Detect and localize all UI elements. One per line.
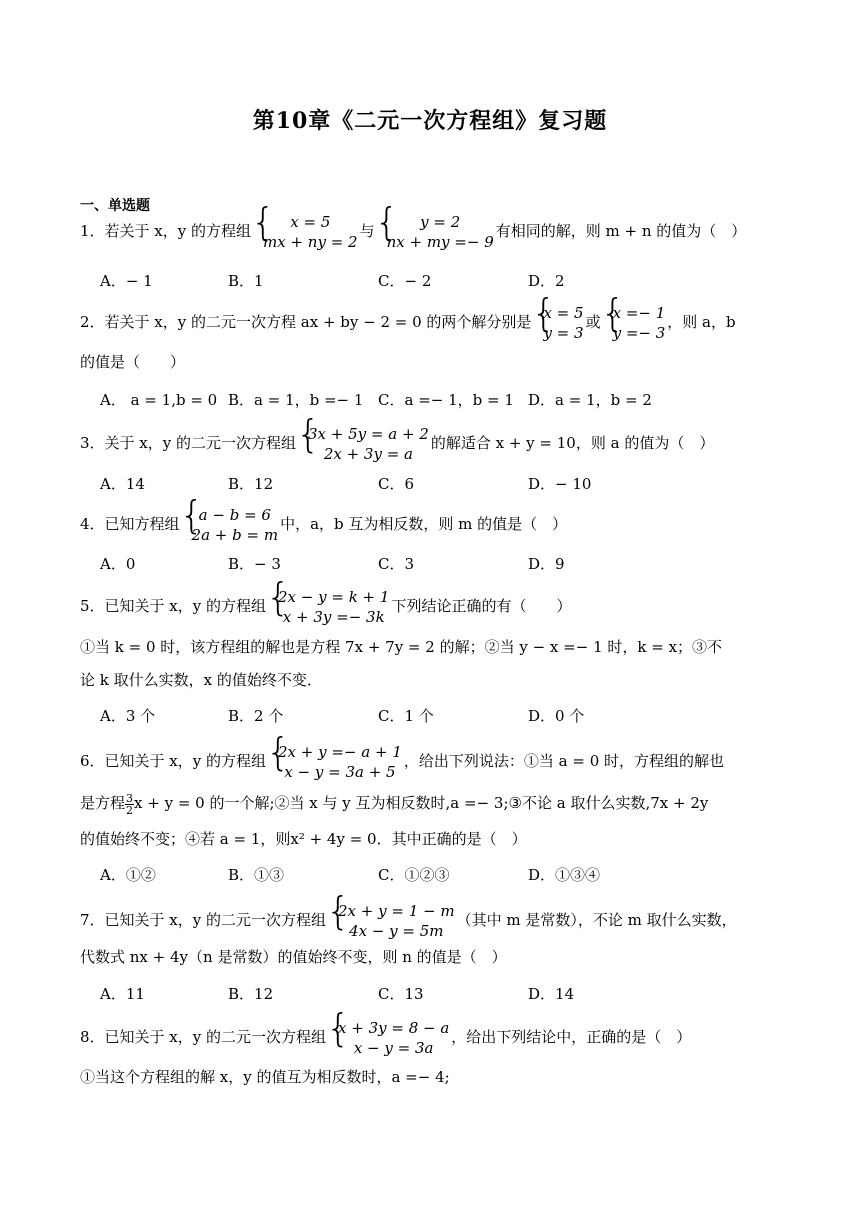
q7-text: 7．已知关于 x，y 的二元一次方程组	[80, 911, 327, 929]
page-title: 第10章《二元一次方程组》复习题	[252, 108, 608, 134]
q6-system	[268, 742, 402, 782]
eq: 2x + 3y = a	[323, 445, 414, 463]
eq: { x = 5	[543, 304, 584, 322]
q2-text: ，则 a，b	[667, 313, 736, 331]
section-heading: 一、单选题	[80, 198, 150, 214]
q3-text: 3．关于 x，y 的二元一次方程组	[80, 434, 297, 452]
eq: { x = 5	[290, 213, 331, 231]
option-a[interactable]: A．①②	[100, 866, 156, 884]
option-c[interactable]: C．− 2	[378, 272, 432, 290]
q2-text: 2．若关于 x，y 的二元一次方程 ax + by − 2 = 0 的两个解分别是	[80, 313, 532, 331]
q5-line-2: ①当 k = 0 时，该方程组的解也是方程 7x + 7y = 2 的解；②当 y − x =− 1 时，k = x；③不	[80, 638, 723, 656]
eq: { x =− 1	[612, 304, 666, 322]
eq: 2a + b = m	[191, 526, 279, 544]
q2-text: 或	[585, 313, 601, 331]
q6-text: x + y = 0 的一个解;②当 x 与 y 互为相反数时,a =− 3;③不论 a 取什么实数,7x + 2y	[134, 794, 709, 812]
q8-system	[328, 1018, 449, 1058]
q6-text: ，给出下列说法：①当 a = 0 时，方程组的解也	[403, 752, 725, 770]
q1-text: 1．若关于 x，y 的方程组	[80, 222, 252, 240]
q6-line-2	[80, 792, 708, 816]
eq: y = 3	[543, 324, 584, 342]
option-c[interactable]: C．①②③	[378, 866, 450, 884]
option-d[interactable]: D．2	[528, 272, 565, 290]
option-c[interactable]: C．3	[378, 555, 415, 573]
question-1	[80, 212, 746, 252]
option-b[interactable]: B．①③	[228, 866, 285, 884]
eq: { a − b = 6	[198, 506, 271, 524]
option-b[interactable]: B．1	[228, 272, 264, 290]
q6-text: 是方程	[80, 794, 126, 812]
option-d[interactable]: D．14	[528, 985, 575, 1003]
q3-system	[298, 424, 429, 464]
eq: x − y = 3a	[353, 1039, 434, 1057]
eq: y =− 3	[612, 324, 666, 342]
eq: mx + ny = 2	[263, 233, 358, 251]
option-c[interactable]: C．1 个	[378, 707, 434, 725]
q6-line-3: 的值始终不变；④若 a = 1，则x² + 4y = 0．其中正确的是（ ）	[80, 830, 527, 848]
eq: { 2x + y =− a + 1	[278, 743, 402, 761]
q5-text: 5．已知关于 x，y 的方程组	[80, 597, 267, 615]
question-4	[80, 505, 567, 545]
question-2	[80, 303, 736, 343]
option-d[interactable]: D．9	[528, 555, 565, 573]
option-c[interactable]: C．a =− 1，b = 1	[378, 391, 514, 409]
question-8	[80, 1018, 691, 1058]
option-a[interactable]: A．0	[100, 555, 136, 573]
option-b[interactable]: B．12	[228, 475, 274, 493]
option-a[interactable]: A．14	[100, 475, 145, 493]
option-a[interactable]: A． a = 1,b = 0	[100, 391, 218, 409]
q3-text: 的解适合 x + y = 10，则 a 的值为（ ）	[430, 434, 715, 452]
question-6	[80, 742, 724, 782]
eq: { 3x + 5y = a + 2	[308, 425, 429, 443]
eq: nx + my =− 9	[386, 233, 494, 251]
q6-text: 6．已知关于 x，y 的方程组	[80, 752, 267, 770]
q5-line-3: 论 k 取什么实数，x 的值始终不变．	[80, 671, 322, 689]
option-a[interactable]: A．− 1	[100, 272, 153, 290]
q8-line-2: ①当这个方程组的解 x，y 的值互为相反数时，a =− 4;	[80, 1068, 450, 1086]
q7-system	[328, 901, 455, 941]
option-b[interactable]: B．2 个	[228, 707, 284, 725]
eq: { 2x − y = k + 1	[278, 588, 390, 606]
option-a[interactable]: A．11	[100, 985, 145, 1003]
option-b[interactable]: B．− 3	[228, 555, 281, 573]
q8-text: ，给出下列结论中，正确的是（ ）	[451, 1028, 692, 1046]
eq: x − y = 3a + 5	[284, 763, 396, 781]
question-7	[80, 901, 737, 941]
question-3	[80, 424, 714, 464]
option-a[interactable]: A．3 个	[100, 707, 156, 725]
q7-line-2: 代数式 nx + 4y（n 是常数）的值始终不变，则 n 的值是（ ）	[80, 948, 507, 966]
q7-text: （其中 m 是常数），不论 m 取什么实数，	[456, 911, 737, 929]
option-d[interactable]: D．a = 1，b = 2	[528, 391, 652, 409]
q4-text: 中，a，b 互为相反数，则 m 的值是（ ）	[280, 515, 568, 533]
q5-text: 下列结论正确的有（ ）	[391, 597, 572, 615]
q2-system-1	[533, 303, 583, 343]
eq: { 2x + y = 1 − m	[338, 902, 455, 920]
eq: { x + 3y = 8 − a	[338, 1019, 450, 1037]
eq: 4x − y = 5m	[349, 922, 444, 940]
option-b[interactable]: B．a = 1，b =− 1	[228, 391, 364, 409]
q5-system	[268, 587, 389, 627]
fraction	[125, 793, 134, 816]
q1-system-1	[253, 212, 358, 252]
q4-text: 4．已知方程组	[80, 515, 180, 533]
option-d[interactable]: D．− 10	[528, 475, 592, 493]
eq: { y = 2	[420, 213, 461, 231]
q1-system-2	[377, 212, 494, 252]
question-5	[80, 587, 571, 627]
q4-system	[182, 505, 279, 545]
option-c[interactable]: C．6	[378, 475, 415, 493]
q8-text: 8．已知关于 x，y 的二元一次方程组	[80, 1028, 327, 1046]
option-d[interactable]: D．0 个	[528, 707, 585, 725]
option-d[interactable]: D．①③④	[528, 866, 601, 884]
denominator: 2	[126, 803, 134, 817]
q1-text: 有相同的解，则 m + n 的值为（ ）	[495, 222, 747, 240]
eq: x + 3y =− 3k	[282, 608, 385, 626]
q1-text: 与	[359, 222, 375, 240]
option-b[interactable]: B．12	[228, 985, 274, 1003]
q2-line-2: 的值是（ ）	[80, 353, 186, 371]
q2-system-2	[603, 303, 666, 343]
option-c[interactable]: C．13	[378, 985, 424, 1003]
numerator: 3	[126, 791, 134, 805]
